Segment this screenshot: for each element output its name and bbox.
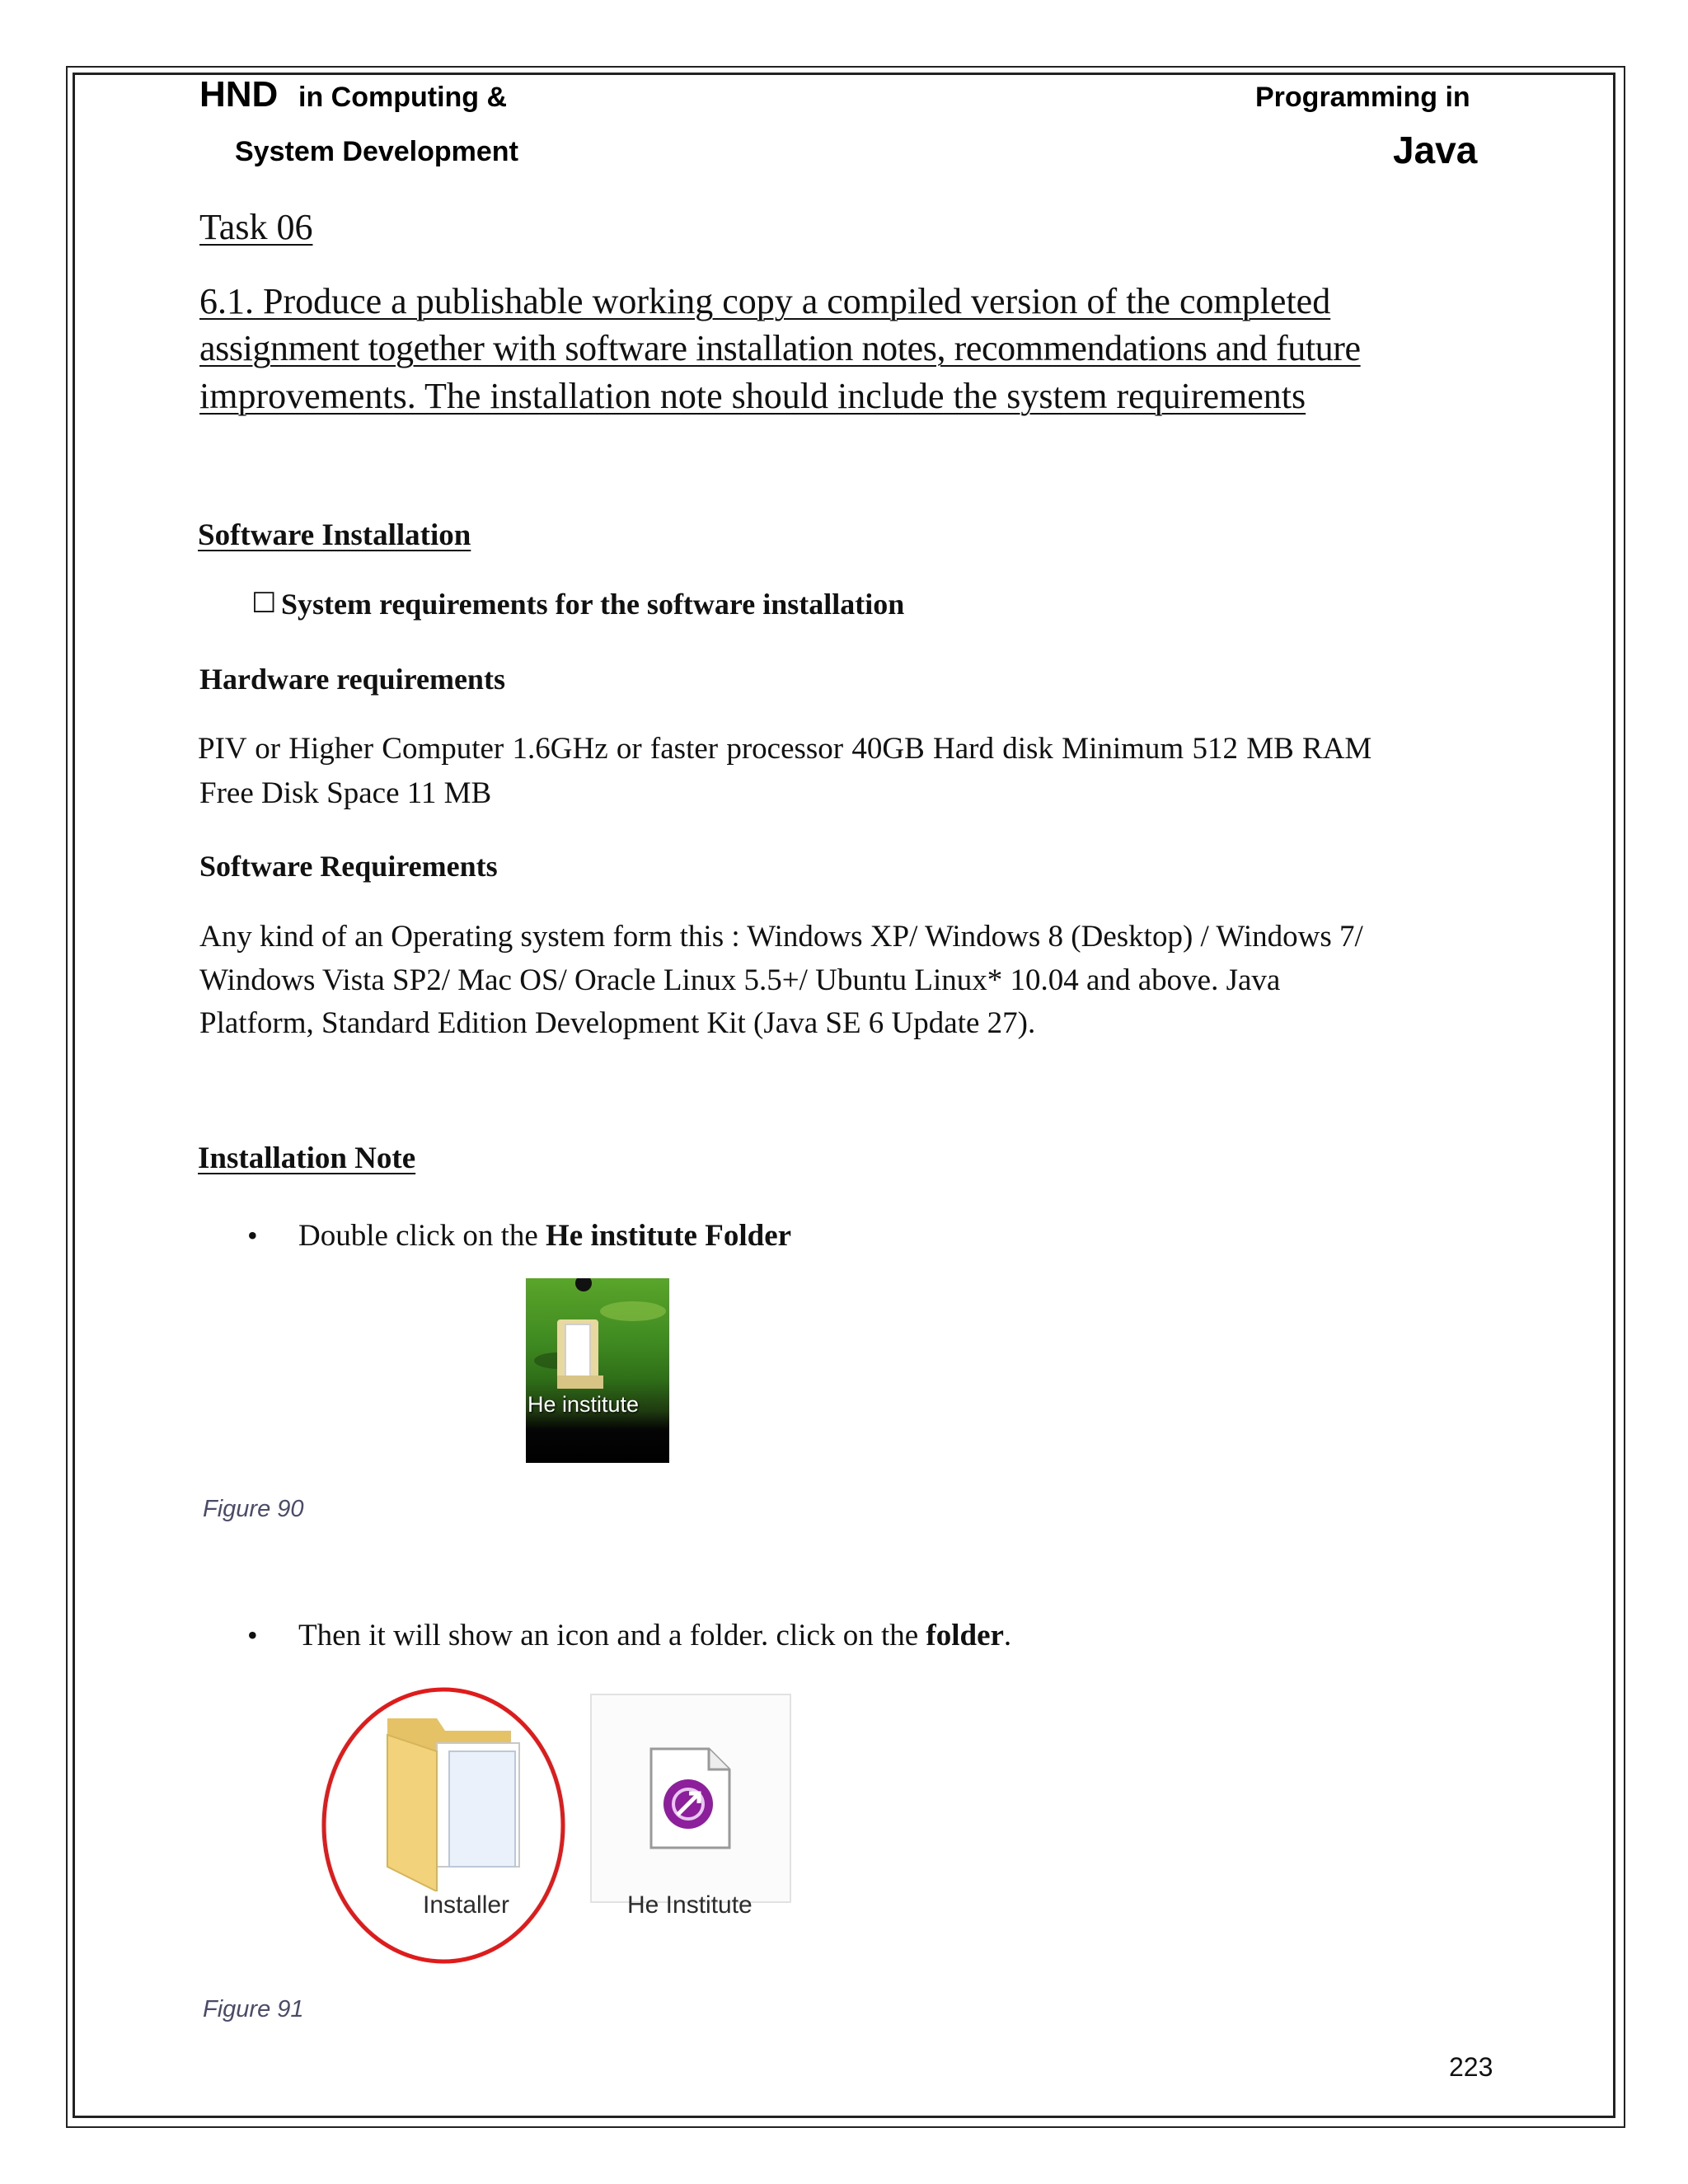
software-installation-heading: Software Installation xyxy=(198,518,471,552)
task-description-line2: assignment together with software installation notes, recommendations and future xyxy=(199,328,1361,368)
checkbox-icon: ☐ xyxy=(251,588,277,619)
he-institute-app-label: He Institute xyxy=(627,1891,753,1919)
task-description-line3: improvements. The installation note should include the system requirements xyxy=(199,376,1306,416)
figure90-art xyxy=(526,1278,669,1463)
hardware-heading: Hardware requirements xyxy=(199,663,505,696)
installation-note-heading: Installation Note xyxy=(198,1141,416,1175)
header-right-line2: Java xyxy=(1393,129,1478,171)
page-number: 223 xyxy=(1449,2052,1493,2082)
hardware-line1: PIV or Higher Computer 1.6GHz or faster processor 40GB Hard disk Minimum 512 MB RAM xyxy=(198,732,1372,766)
hardware-line2: Free Disk Space 11 MB xyxy=(199,776,492,810)
system-requirements-label: System requirements for the software installation xyxy=(281,588,905,621)
header-left-line2: System Development xyxy=(235,136,518,167)
task-description-line1: 6.1. Produce a publishable working copy a compiled version of the completed xyxy=(199,281,1331,321)
software-heading: Software Requirements xyxy=(199,850,498,883)
step2-suffix: . xyxy=(1003,1619,1012,1652)
figure90-label: He institute xyxy=(528,1392,640,1417)
figure91-caption: Figure 91 xyxy=(203,1996,304,2022)
figure91-explorer xyxy=(330,1685,882,1982)
software-line2: Windows Vista SP2/ Mac OS/ Oracle Linux 5.5+/ Ubuntu Linux* 10.04 and above. Java xyxy=(199,963,1281,997)
installer-folder-label: Installer xyxy=(423,1891,510,1919)
step2-text xyxy=(298,1618,1011,1653)
step1-prefix: Double click on the xyxy=(298,1219,546,1253)
bullet-2: • xyxy=(247,1619,258,1652)
software-line1: Any kind of an Operating system form this : Windows XP/ Windows 8 (Desktop) / Windows 7/ xyxy=(199,920,1363,954)
figure90-caption: Figure 90 xyxy=(203,1496,304,1522)
bullet-1: • xyxy=(247,1219,258,1252)
header-right-line1: Programming in xyxy=(1255,82,1470,113)
step2-bold: folder xyxy=(926,1619,1004,1652)
software-line3: Platform, Standard Edition Development Kit (Java SE 6 Update 27). xyxy=(199,1006,1036,1040)
header-hnd: HND xyxy=(199,74,279,115)
step2-prefix: Then it will show an icon and a folder. click on the xyxy=(298,1619,926,1652)
header-left-line1: in Computing & xyxy=(298,82,508,113)
step1-bold: He institute Folder xyxy=(546,1219,792,1253)
step1-text xyxy=(298,1218,791,1254)
figure90-desktop-icon xyxy=(526,1278,669,1463)
he-institute-app-icon xyxy=(643,1745,734,1852)
highlight-circle xyxy=(313,1669,577,1982)
task-title: Task 06 xyxy=(199,207,313,247)
